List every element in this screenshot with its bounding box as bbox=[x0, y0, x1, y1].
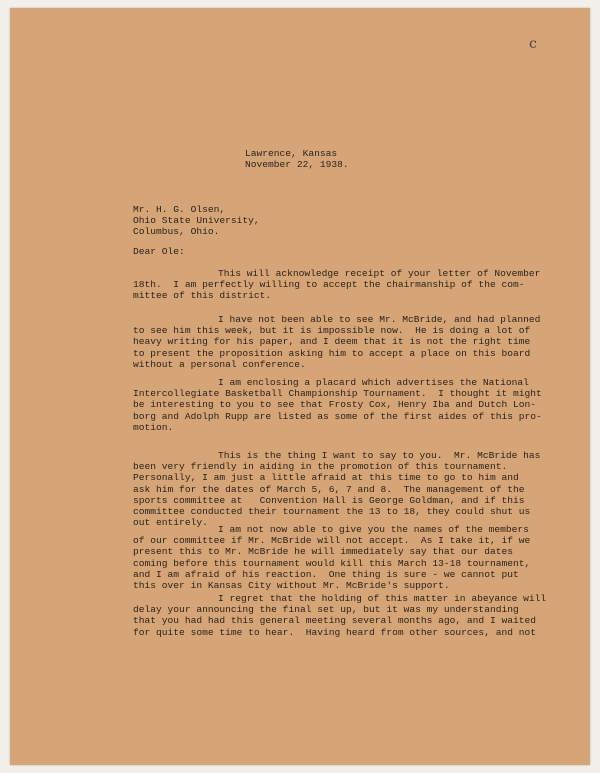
letter-page bbox=[10, 8, 590, 765]
paragraph-1 bbox=[133, 268, 540, 302]
paragraph-line: this over in Kansas City without Mr. McBride's support. bbox=[133, 580, 450, 592]
paragraph-line: motion. bbox=[133, 421, 174, 433]
paragraph-line: of our committee if Mr. McBride will not accept. As I take it, if we bbox=[133, 535, 531, 547]
paragraph-4 bbox=[133, 450, 540, 528]
address-line: Columbus, Ohio. bbox=[133, 226, 220, 238]
paragraph-line: for quite some time to hear. Having heard from other sources, and not bbox=[133, 626, 537, 638]
paragraph-line: without a personal conference. bbox=[133, 358, 306, 370]
salutation: Dear Ole: bbox=[133, 246, 185, 257]
paragraph-line: Personally, I am just a little afraid at this time to go to him and bbox=[133, 472, 519, 484]
paragraph-line: mittee of this district. bbox=[133, 290, 272, 302]
heading-place: Lawrence, Kansas bbox=[245, 148, 338, 159]
paragraph-line: I regret that the holding of this matter in abeyance will bbox=[218, 593, 547, 604]
paragraph-line: I am not now able to give you the names of the members bbox=[218, 524, 529, 535]
paragraph-line: that you had had this general meeting several months ago, and I waited bbox=[133, 615, 537, 627]
paragraph-line: ask him for the dates of March 5, 6, 7 and 8. The management of the bbox=[133, 483, 525, 495]
address-line: Mr. H. G. Olsen, bbox=[133, 204, 226, 215]
paragraph-line: Intercollegiate Basketball Championship Tournament. I thought it might bbox=[133, 388, 542, 400]
paragraph-line: I have not been able to see Mr. McBride, and had planned bbox=[218, 314, 541, 325]
paragraph-line: out entirely. bbox=[133, 517, 208, 529]
address-line: Ohio State University, bbox=[133, 215, 260, 227]
paragraph-line: This is the thing I want to say to you. Mr. McBride has bbox=[218, 450, 541, 461]
paragraph-6 bbox=[133, 593, 546, 638]
inside-address bbox=[133, 204, 260, 238]
paragraph-line: to present the proposition asking him to accept a place on this board bbox=[133, 347, 531, 359]
paragraph-line: present this to Mr. McBride he will immediately say that our dates bbox=[133, 546, 513, 558]
paragraph-5 bbox=[133, 524, 530, 591]
paragraph-line: sports committee at Convention Hall is George Goldman, and if this bbox=[133, 494, 525, 506]
paragraph-line: 18th. I am perfectly willing to accept the chairmanship of the com- bbox=[133, 279, 525, 291]
paragraph-line: coming before this tournament would kill this March 13-18 tournament, bbox=[133, 557, 531, 569]
paragraph-line: be interesting to you to see that Frosty Cox, Henry Iba and Dutch Lon- bbox=[133, 399, 537, 411]
paragraph-line: borg and Adolph Rupp are listed as some of the first aides of this pro- bbox=[133, 410, 542, 422]
letter-heading bbox=[245, 148, 349, 170]
paragraph-line: heavy writing for his paper, and I deem that it is not the right time bbox=[133, 336, 531, 348]
paragraph-3 bbox=[133, 377, 542, 433]
paragraph-2 bbox=[133, 314, 540, 370]
paragraph-line: I am enclosing a placard which advertises the National bbox=[218, 377, 529, 388]
paragraph-line: to see him this week, but it is impossible now. He is doing a lot of bbox=[133, 325, 531, 337]
heading-date: November 22, 1938. bbox=[245, 159, 349, 171]
paragraph-line: This will acknowledge receipt of your letter of November bbox=[218, 268, 541, 279]
paragraph-line: been very friendly in aiding in the promotion of this tournament. bbox=[133, 461, 508, 473]
margin-mark: c bbox=[529, 36, 537, 52]
paragraph-line: committee conducted their tournament the 13 to 18, they could shut us bbox=[133, 506, 531, 518]
paragraph-line: and I am afraid of his reaction. One thing is sure - we cannot put bbox=[133, 568, 519, 580]
paragraph-line: delay your announcing the final set up, but it was my understanding bbox=[133, 604, 519, 616]
